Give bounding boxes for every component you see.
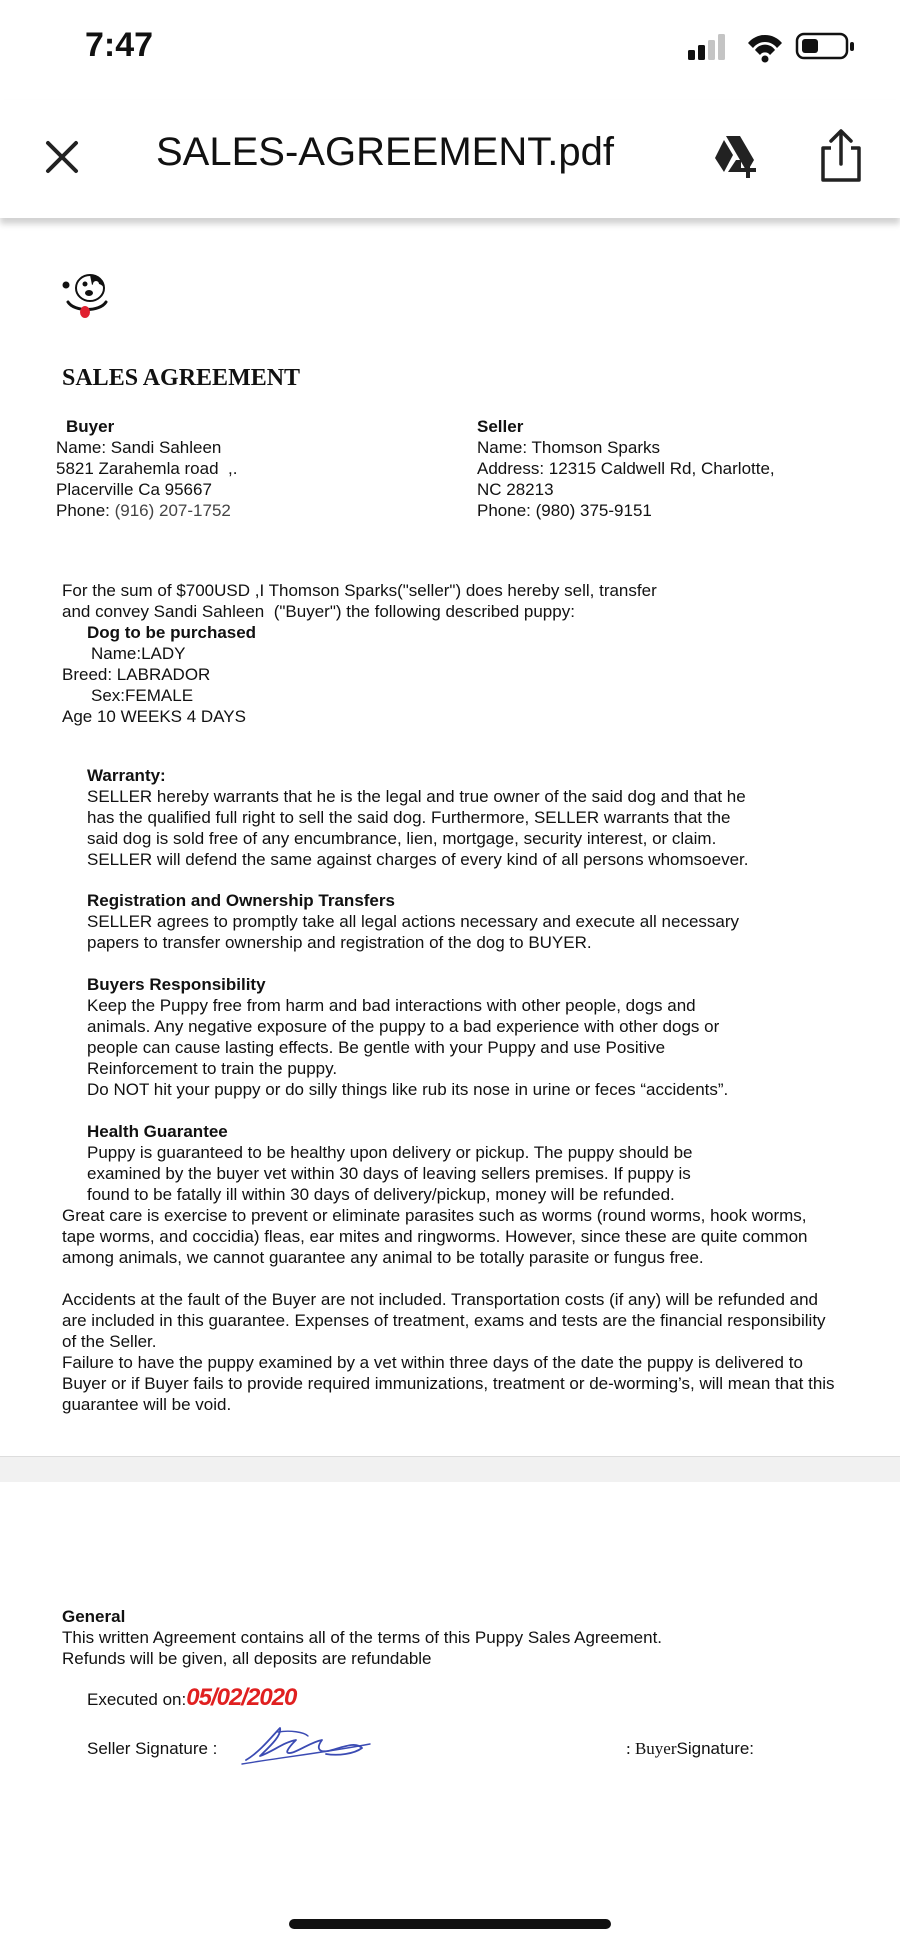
page-separator [0, 1456, 900, 1484]
executed-label: Executed on: [87, 1690, 187, 1709]
save-to-drive-button[interactable] [708, 128, 764, 184]
seller-address-line2: NC 28213 [477, 480, 554, 499]
seller-address-line1: Address: 12315 Caldwell Rd, Charlotte, [477, 459, 775, 478]
google-drive-add-icon [708, 128, 764, 184]
home-indicator[interactable] [289, 1919, 611, 1929]
warranty-heading: Warranty: [87, 766, 166, 785]
dog-breed: Breed: LABRADOR [62, 665, 211, 684]
intro-line-1: For the sum of $700USD ,I Thomson Sparks("seller") does hereby sell, transfer [62, 581, 657, 600]
pdf-page-2 [0, 1482, 900, 1947]
intro-line-2: and convey Sandi Sahleen ("Buyer") the following described puppy: [62, 602, 575, 621]
buyer-heading: Buyer [66, 417, 115, 436]
buyer-address-line2: Placerville Ca 95667 [56, 480, 212, 499]
dog-heading: Dog to be purchased [87, 623, 257, 642]
buyer-signature-label [626, 1738, 754, 1759]
dog-sex: Sex:FEMALE [91, 686, 194, 705]
status-icons [688, 30, 858, 64]
warranty-text: SELLER hereby warrants that he is the legal and true owner of the said dog and that he has the qualified full right to sell the said dog. Furthermore, SELLER warrants that the said dog is sold free of any encumbrance, lien, mortgage, security interest, or claim. SELLER will defend the same against charges of every kind of all persons whomsoever. [87, 787, 749, 869]
buyer-phone-number: (916) 207-1752 [114, 501, 231, 520]
registration-heading: Registration and Ownership Transfers [87, 891, 395, 910]
seller-signature-image [238, 1722, 378, 1768]
seller-name: Name: Thomson Sparks [477, 438, 660, 457]
accidents-text: Accidents at the fault of the Buyer are not included. Transportation costs (if any) will be refunded and are included in this guarantee. Expenses of treatment, exams and tests are the financial responsibility of the Seller. Failure to have the puppy examined by a vet within three days of the date the puppy is delivered to Buyer or if Buyer fails to provide required immunizations, treatment or de-worming’s, will mean that this guarantee will be void. [62, 1290, 835, 1414]
health-guarantee-text: Puppy is guaranteed to be healthy upon delivery or pickup. The puppy should be examined by the buyer vet within 30 days of leaving sellers premises. If puppy is found to be fatally ill within 30 days of delivery/pickup, money will be refunded. [87, 1143, 693, 1204]
status-time: 7:47 [85, 26, 154, 64]
health-guarantee-heading: Health Guarantee [87, 1122, 228, 1141]
buyer-address-line1: 5821 Zarahemla road ,. [56, 459, 238, 478]
wifi-icon [748, 35, 782, 63]
seller-phone: Phone: (980) 375-9151 [477, 501, 652, 520]
buyer-signature-label-suffix: Signature: [676, 1739, 755, 1758]
buyer-phone [56, 500, 231, 521]
pdf-page-1 [0, 218, 900, 1456]
share-icon [818, 126, 864, 186]
dog-logo-icon [60, 268, 120, 324]
seller-signature-label: Seller Signature : [87, 1739, 218, 1758]
buyers-responsibility-heading: Buyers Responsibility [87, 975, 266, 994]
cellular-signal-icon [688, 34, 725, 60]
buyer-phone-label: Phone: [56, 501, 115, 520]
close-icon [38, 133, 88, 183]
registration-text: SELLER agrees to promptly take all legal actions necessary and execute all necessary papers to transfer ownership and registration of the dog to BUYER. [87, 912, 740, 952]
close-button[interactable] [38, 133, 88, 183]
share-button[interactable] [818, 126, 864, 186]
seller-heading: Seller [477, 417, 524, 436]
buyer-name: Name: Sandi Sahleen [56, 438, 222, 457]
document-title: SALES-AGREEMENT.pdf [156, 130, 614, 174]
executed-on [87, 1682, 296, 1716]
dog-age: Age 10 WEEKS 4 DAYS [62, 707, 246, 726]
general-text: This written Agreement contains all of the terms of this Puppy Sales Agreement. Refunds will be given, all deposits are refundable [62, 1628, 663, 1668]
status-bar [0, 0, 900, 100]
parasite-text: Great care is exercise to prevent or eliminate parasites such as worms (round worms, hook worms, tape worms, and coccidia) fleas, ear mites and ringworms. However, since these are quite common among animals, we cannot guarantee any animal to be totally parasite or fungus free. [62, 1206, 808, 1267]
document-toolbar [0, 100, 900, 218]
executed-date: 05/02/2020 [186, 1684, 297, 1711]
general-heading: General [62, 1607, 126, 1626]
buyer-signature-label-prefix: : Buyer [626, 1739, 677, 1758]
battery-icon [797, 34, 854, 58]
dog-name: Name:LADY [91, 644, 186, 663]
buyers-responsibility-text: Keep the Puppy free from harm and bad interactions with other people, dogs and animals. Any negative exposure of the puppy to a bad experience with other dogs or people can cause lasting effects. Be gentle with your Puppy and use Positive Reinforcement to train the puppy. Do NOT hit your puppy or do silly things like rub its nose in urine or feces “accidents”. [87, 996, 729, 1099]
agreement-title: SALES AGREEMENT [62, 365, 301, 391]
